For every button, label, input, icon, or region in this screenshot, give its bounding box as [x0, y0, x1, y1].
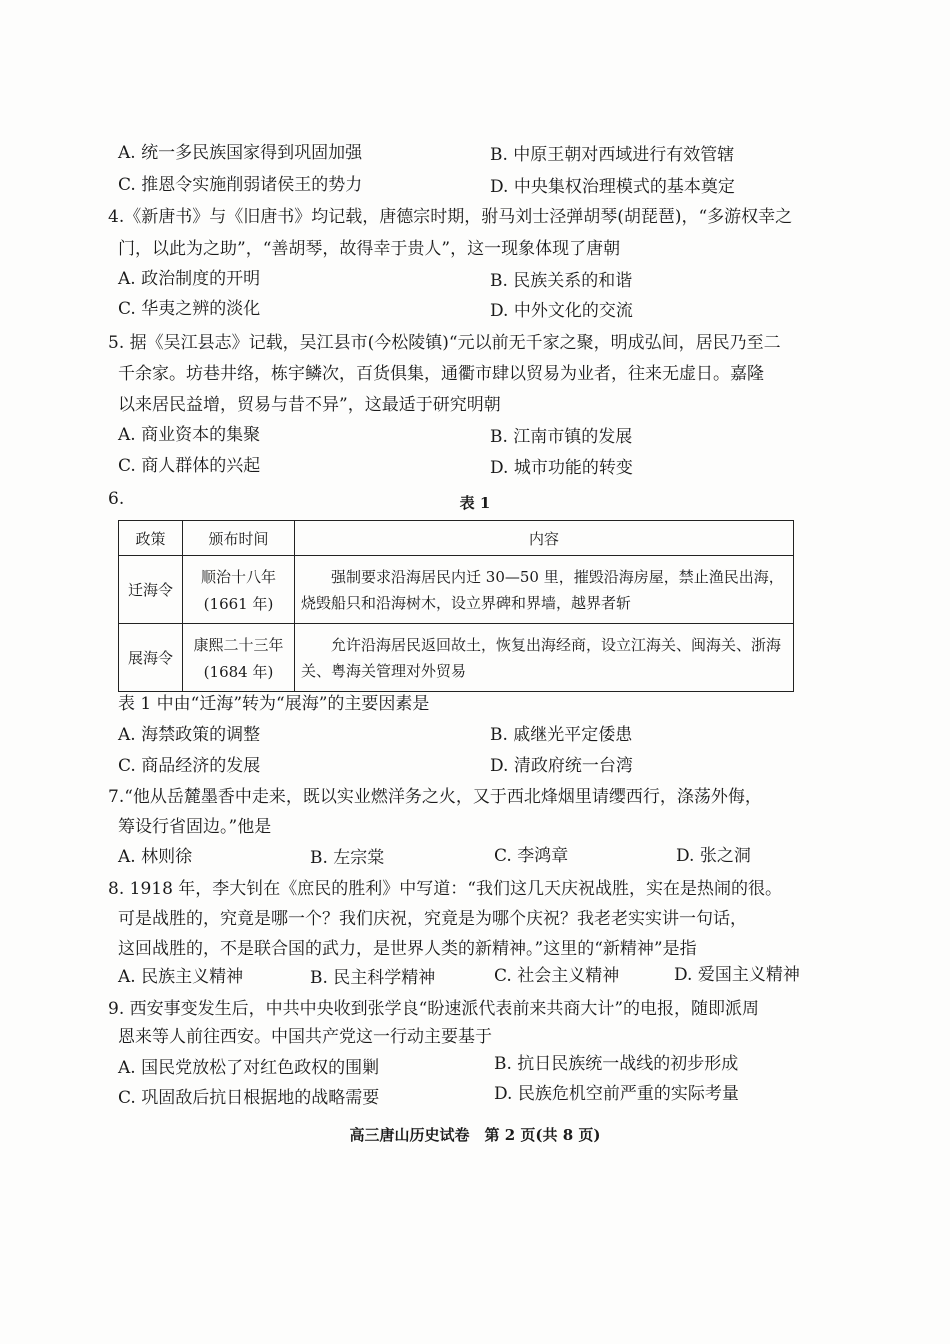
q4-stem-line1: 4.《新唐书》与《旧唐书》均记载，唐德宗时期，驸马刘士泾弹胡琴(胡琵琶)，“多游权幸之 [108, 207, 793, 227]
content-cell: 允许沿海居民返回故土，恢复出海经商，设立江海关、闽海关、浙海关、粤海关管理对外贸易 [295, 624, 794, 692]
q7-stem-line2: 筹设行省固边。”他是 [118, 817, 272, 837]
q5-option-b: B. 江南市镇的发展 [490, 427, 633, 447]
policy-cell: 展海令 [119, 624, 183, 692]
q9-stem-line2: 恩来等人前往西安。中国共产党这一行动主要基于 [118, 1027, 492, 1047]
header-time: 颁布时间 [183, 521, 295, 556]
q7-stem-line1: 7.“他从岳麓墨香中走来，既以实业燃洋务之火，又于西北烽烟里请缨西行，涤荡外侮， [108, 787, 762, 807]
q9-option-c: C. 巩固敌后抗日根据地的战略需要 [118, 1088, 380, 1108]
q5-option-a: A. 商业资本的集聚 [118, 425, 261, 445]
table-row [119, 556, 794, 624]
q7-option-d: D. 张之洞 [676, 846, 751, 866]
q5-option-c: C. 商人群体的兴起 [118, 456, 261, 476]
time-cell [183, 556, 295, 624]
header-policy: 政策 [119, 521, 183, 556]
time-year: (1684 年) [203, 662, 274, 681]
q8-stem-line3: 这回战胜的，不是联合国的武力，是世界人类的新精神。”这里的“新精神”是指 [118, 939, 697, 959]
q9-stem-line1: 9. 西安事变发生后，中共中央收到张学良“盼速派代表前来共商大计”的电报，随即派周 [108, 999, 760, 1019]
q4-option-c: C. 华夷之辨的淡化 [118, 299, 261, 319]
time-year: (1661 年) [203, 594, 274, 613]
policy-table [118, 520, 794, 692]
q5-stem-line3: 以来居民益增，贸易与昔不异”，这最适于研究明朝 [118, 395, 501, 415]
q6-option-c: C. 商品经济的发展 [118, 756, 261, 776]
q4-option-d: D. 中外文化的交流 [490, 301, 633, 321]
q4-option-a: A. 政治制度的开明 [118, 269, 261, 289]
q6-option-d: D. 清政府统一台湾 [490, 756, 633, 776]
q4-stem-line2: 门，以此为之助”，“善胡琴，故得幸于贵人”，这一现象体现了唐朝 [118, 239, 621, 259]
time-era: 康熙二十三年 [193, 635, 284, 654]
q7-option-a: A. 林则徐 [118, 847, 193, 867]
q6-stem: 表 1 中由“迁海”转为“展海”的主要因素是 [118, 694, 430, 714]
q8-option-c: C. 社会主义精神 [494, 966, 620, 986]
q5-option-d: D. 城市功能的转变 [490, 458, 633, 478]
q6-number: 6. [108, 489, 125, 509]
q8-stem-line1: 8. 1918 年，李大钊在《庶民的胜利》中写道：“我们这几天庆祝战胜，实在是热闹的很。 [108, 879, 782, 899]
q3-option-d: D. 中央集权治理模式的基本奠定 [490, 177, 735, 197]
q7-option-c: C. 李鸿章 [494, 846, 569, 866]
q7-option-b: B. 左宗棠 [310, 848, 385, 868]
q4-option-b: B. 民族关系的和谐 [490, 271, 633, 291]
q5-stem-line2: 千余家。坊巷井络，栋宇鳞次，百货俱集，通衢市肆以贸易为业者，往来无虚日。嘉隆 [118, 364, 764, 384]
q3-option-c: C. 推恩令实施削弱诸侯王的势力 [118, 175, 363, 195]
q3-option-b: B. 中原王朝对西域进行有效管辖 [490, 145, 735, 165]
policy-cell: 迁海令 [119, 556, 183, 624]
time-cell [183, 624, 295, 692]
q8-option-b: B. 民主科学精神 [310, 968, 436, 988]
page-footer: 高三唐山历史试卷 第 2 页(共 8 页) [349, 1126, 601, 1144]
table-header-row [119, 521, 794, 556]
q9-option-b: B. 抗日民族统一战线的初步形成 [494, 1054, 739, 1074]
q8-option-a: A. 民族主义精神 [118, 967, 244, 987]
q8-option-d: D. 爱国主义精神 [674, 965, 800, 985]
q6-option-b: B. 戚继光平定倭患 [490, 725, 633, 745]
table-caption: 表 1 [459, 494, 491, 512]
time-era: 顺治十八年 [200, 567, 276, 586]
header-content: 内容 [295, 521, 794, 556]
q8-stem-line2: 可是战胜的，究竟是哪一个？我们庆祝，究竟是为哪个庆祝？我老老实实讲一句话， [118, 909, 747, 929]
q6-option-a: A. 海禁政策的调整 [118, 725, 261, 745]
content-cell: 强制要求沿海居民内迁 30—50 里，摧毁沿海房屋，禁止渔民出海，烧毁船只和沿海树木，设立界碑和界墙，越界者斩 [295, 556, 794, 624]
q3-option-a: A. 统一多民族国家得到巩固加强 [118, 143, 363, 163]
table-row [119, 624, 794, 692]
q5-stem-line1: 5. 据《吴江县志》记载，吴江县市(今松陵镇)“元以前无千家之聚，明成弘间，居民乃至二 [108, 333, 781, 353]
q9-option-a: A. 国民党放松了对红色政权的围剿 [118, 1058, 380, 1078]
q9-option-d: D. 民族危机空前严重的实际考量 [494, 1084, 739, 1104]
